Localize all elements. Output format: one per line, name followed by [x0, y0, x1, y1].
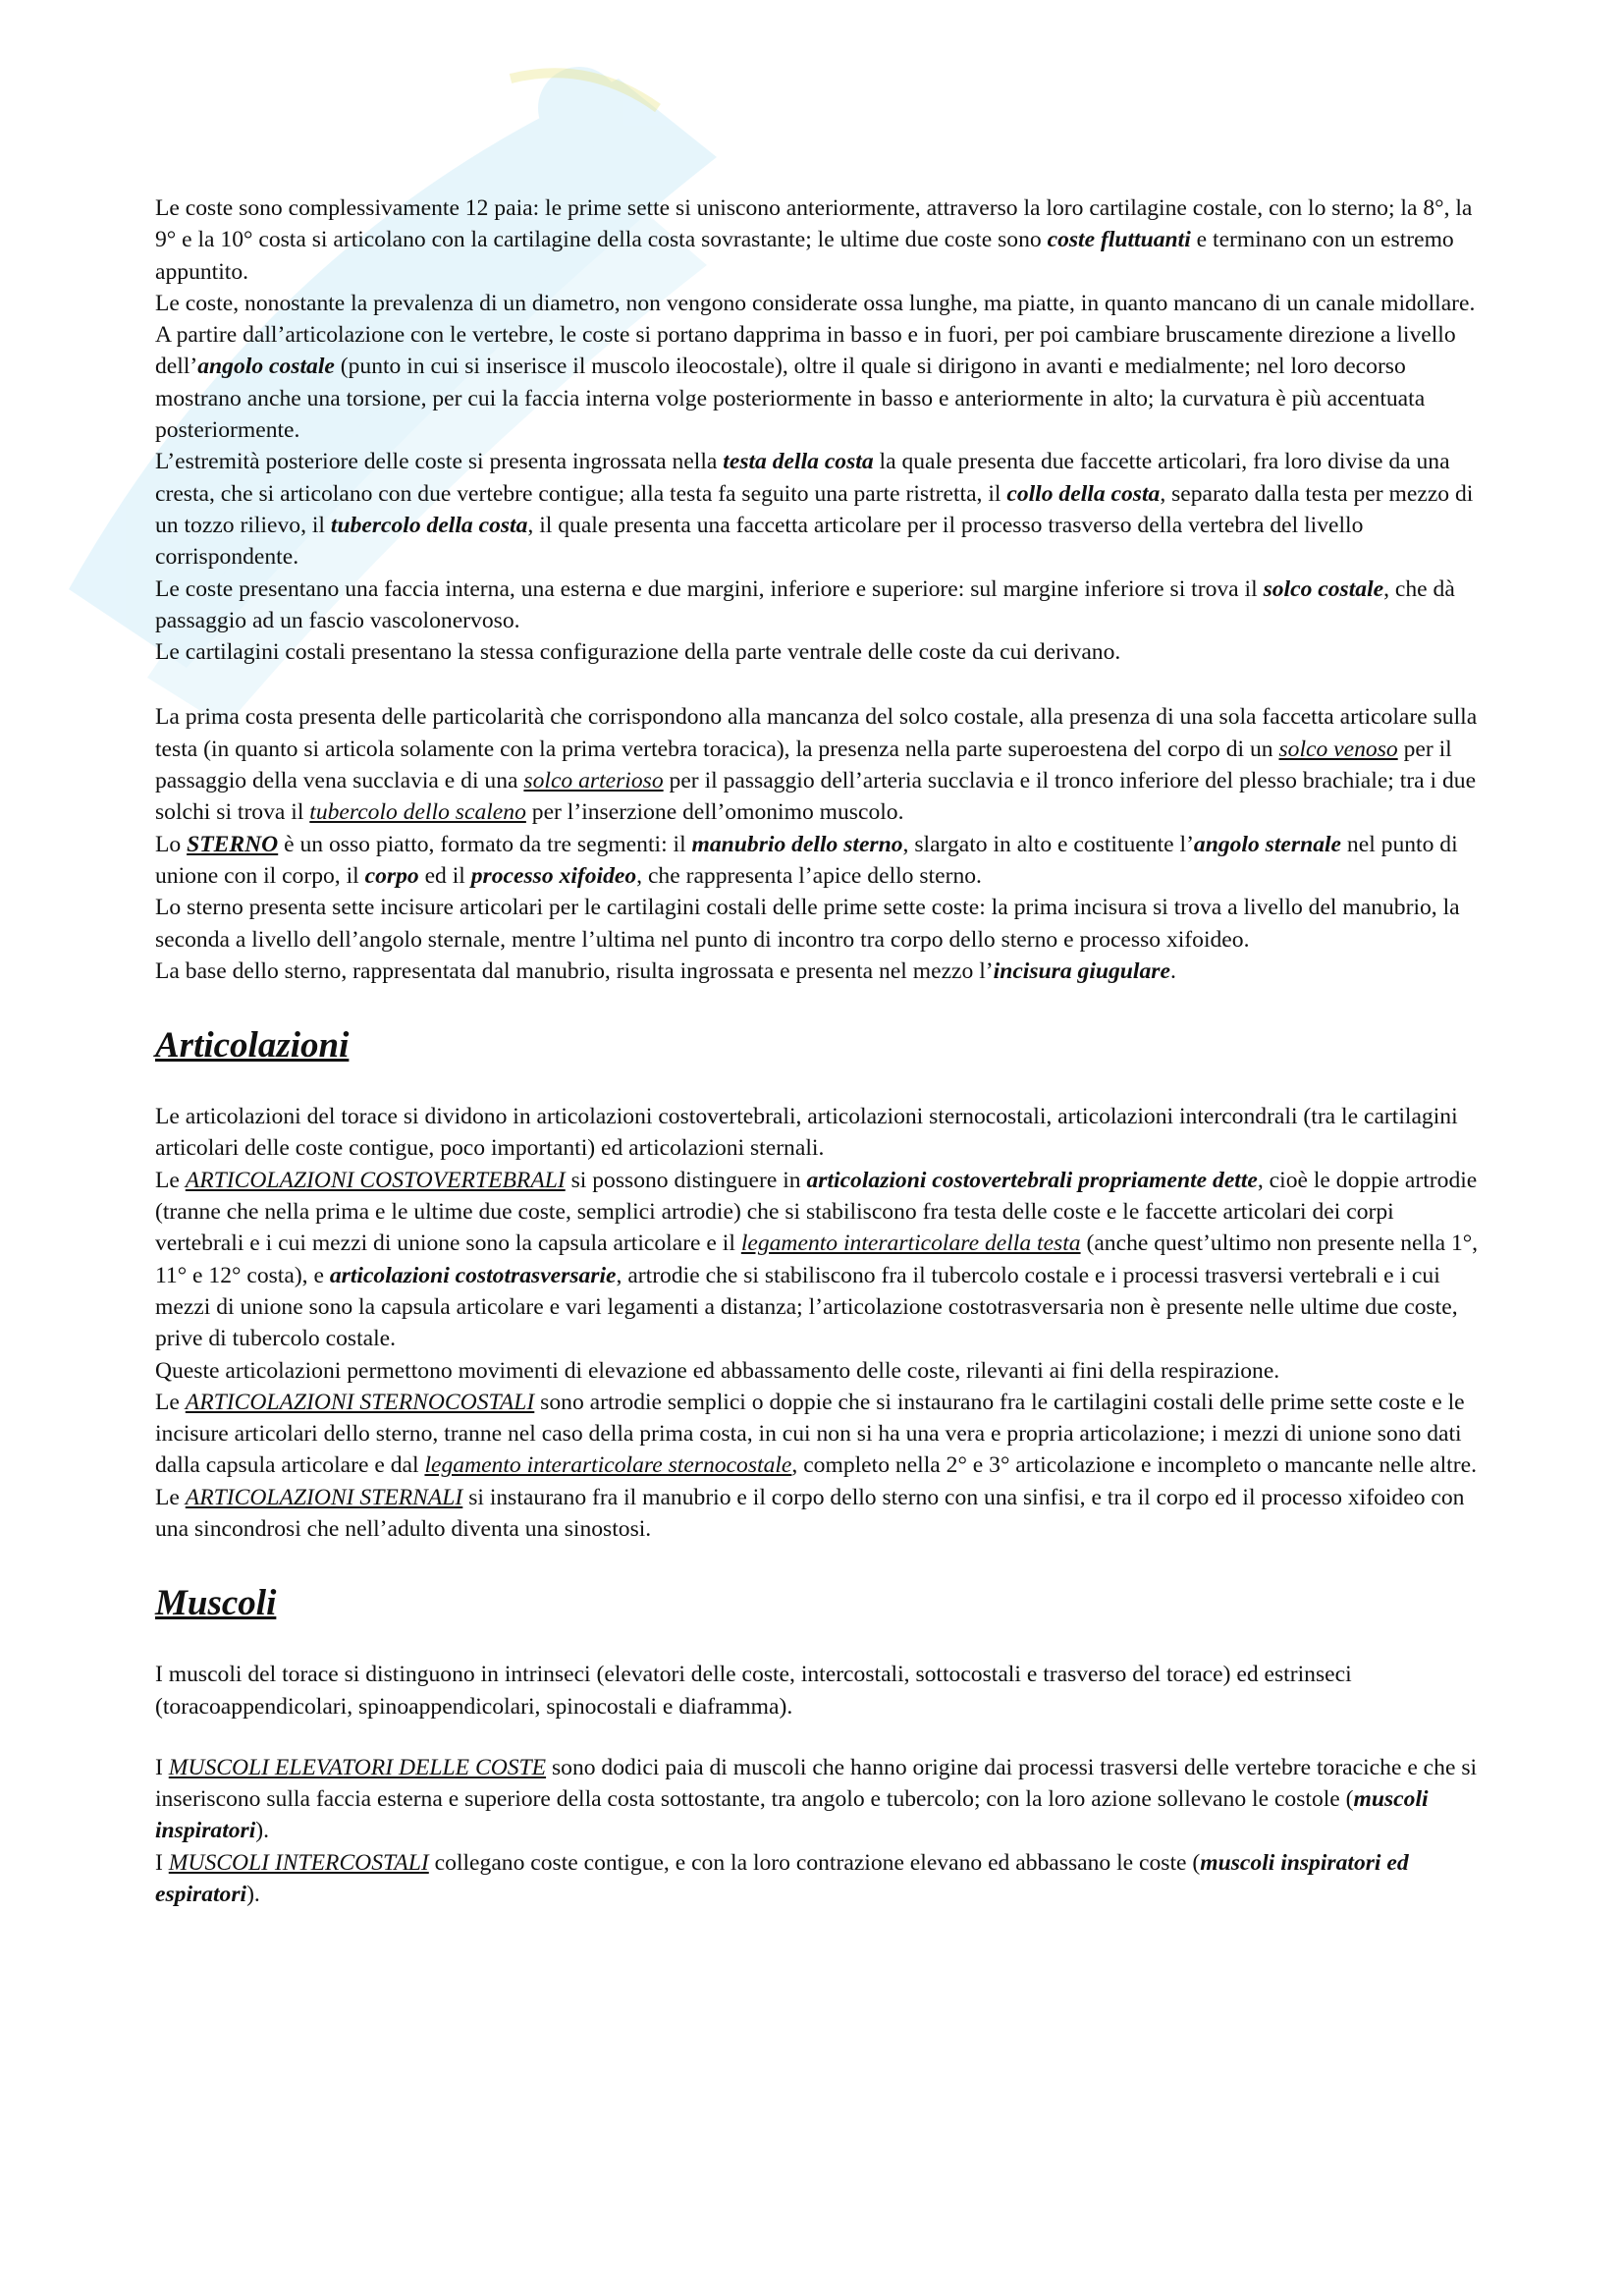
- text-run: Lo sterno presenta sette incisure articolari per le cartilagini costali delle prime sette coste: la prima incisura si trova a livello del manubrio, la seconda a livello dell’angolo sternale, mentre l’ultima nel punto di incontro tra corpo dello sterno e processo xifoideo.: [155, 895, 1460, 953]
- section-articolazioni: [155, 1101, 1481, 1545]
- text-run: per il passaggio della vena succlavia e di una: [155, 736, 1452, 794]
- emphasis-term: manubrio dello sterno: [691, 831, 903, 857]
- emphasis-term: articolazioni costovertebrali propriamente dette: [806, 1167, 1258, 1193]
- heading-articolazioni: Articolazioni: [155, 1025, 350, 1066]
- emphasis-term: tubercolo dello scaleno: [309, 799, 526, 826]
- emphasis-term: ARTICOLAZIONI STERNALI: [185, 1484, 463, 1510]
- emphasis-term: angolo sternale: [1193, 831, 1342, 857]
- paragraph: [155, 192, 1481, 288]
- text-run: ).: [255, 1818, 270, 1844]
- text-run: , slargato in alto e costituente l’: [902, 831, 1194, 857]
- paragraph: [155, 574, 1481, 637]
- paragraph: [155, 1101, 1481, 1165]
- paragraph: [155, 1659, 1481, 1722]
- emphasis-term: corpo: [364, 862, 419, 889]
- text-run: Lo: [155, 831, 188, 857]
- emphasis-term: MUSCOLI INTERCOSTALI: [168, 1849, 429, 1876]
- text-run: , che rappresenta l’apice dello sterno.: [636, 862, 982, 889]
- paragraph: [155, 1482, 1481, 1546]
- text-run: per l’inserzione dell’omonimo muscolo.: [525, 799, 904, 826]
- emphasis-term: coste fluttuanti: [1047, 227, 1191, 253]
- text-run: L’estremità posteriore delle coste si presenta ingrossata nella: [155, 449, 724, 475]
- paragraph: [155, 1165, 1481, 1355]
- text-run: Le coste presentano una faccia interna, una esterna e due margini, inferiore e superiore: sul margine inferiore si trova il: [155, 575, 1264, 602]
- emphasis-term: processo xifoideo: [470, 862, 637, 889]
- paragraph: [155, 446, 1481, 573]
- section-muscoli-intro: [155, 1659, 1481, 1722]
- text-run: è un osso piatto, formato da tre segmenti: il: [278, 831, 692, 857]
- emphasis-term: solco venoso: [1278, 736, 1398, 762]
- emphasis-term: articolazioni costotrasversarie: [329, 1262, 617, 1288]
- emphasis-term: incisura giugulare: [993, 957, 1170, 984]
- document-page: [155, 192, 1481, 1910]
- text-run: si instaurano fra il manubrio e il corpo dello sterno con una sinfisi, e tra il corpo ed il processo xifoideo con una sincondrosi che nell’adulto diventa una sinostosi.: [155, 1484, 1465, 1542]
- text-run: collegano coste contigue, e con la loro contrazione elevano ed abbassano le coste (: [428, 1849, 1201, 1876]
- text-run: , separato dalla testa per mezzo di un tozzo rilievo, il: [155, 480, 1474, 538]
- emphasis-term: ARTICOLAZIONI COSTOVERTEBRALI: [185, 1167, 566, 1193]
- emphasis-term: muscoli inspiratori ed espiratori: [155, 1849, 1409, 1908]
- text-run: si possono distinguere in: [565, 1167, 807, 1193]
- emphasis-term: MUSCOLI ELEVATORI DELLE COSTE: [168, 1754, 547, 1780]
- emphasis-term: STERNO: [187, 831, 279, 857]
- paragraph: [155, 1752, 1481, 1847]
- text-run: la quale presenta due faccette articolari, fra loro divise da una cresta, che si articolano con due vertebre contigue; alla testa fa seguito una parte ristretta, il: [155, 449, 1450, 507]
- text-run: I muscoli del torace si distinguono in intrinseci (elevatori delle coste, intercostali, sottocostali e trasverso del torace) ed estrinseci (toracoappendicolari, spinoappendicolari, spinocostali e diaframma).: [155, 1662, 1352, 1720]
- emphasis-term: solco costale: [1263, 575, 1384, 602]
- paragraph: [155, 319, 1481, 446]
- emphasis-term: legamento interarticolare della testa: [740, 1230, 1081, 1257]
- text-run: , che dà passaggio ad un fascio vascolonervoso.: [155, 575, 1455, 633]
- emphasis-term: collo della costa: [1006, 480, 1161, 507]
- text-run: .: [1169, 957, 1176, 984]
- text-run: Le articolazioni del torace si dividono in articolazioni costovertebrali, articolazioni sternocostali, articolazioni intercondrali (tra le cartilagini articolari delle coste contigue, poco importanti) ed articolazioni sternali.: [155, 1104, 1458, 1162]
- text-run: Queste articolazioni permettono movimenti di elevazione ed abbassamento delle coste, rilevanti ai fini della respirazione.: [155, 1357, 1280, 1384]
- text-run: , il quale presenta una faccetta articolare per il processo trasverso della vertebra del livello corrispondente.: [155, 512, 1364, 571]
- section-muscoli: [155, 1752, 1481, 1910]
- emphasis-term: testa della costa: [723, 449, 874, 475]
- section-sternum: [155, 701, 1481, 987]
- paragraph: [155, 1355, 1481, 1387]
- text-run: Le coste sono complessivamente 12 paia: le prime sette si uniscono anteriormente, attraverso la loro cartilagine costale, con lo sterno; la 8°, la 9° e la 10° costa si articolano con la cartilagine della costa sovrastante; le ultime due coste sono: [155, 195, 1473, 253]
- paragraph: [155, 636, 1481, 668]
- emphasis-term: angolo costale: [197, 354, 335, 380]
- section-ribs: [155, 192, 1481, 668]
- text-run: I: [155, 1849, 169, 1876]
- text-run: ).: [246, 1882, 260, 1908]
- text-run: (punto in cui si inserisce il muscolo ileocostale), oltre il quale si dirigono in avanti e medialmente; nel loro decorso mostrano anche una torsione, per cui la faccia interna volge posteriormente in basso e anteriormente in alto; la curvatura è più accentuata posteriormente.: [155, 354, 1426, 444]
- text-run: sono artrodie semplici o doppie che si instaurano fra le cartilagini costali delle prime sette coste e le incisure articolari dello sterno, tranne nel caso della prima costa, in cui non si ha una vera e propria articolazione; i mezzi di unione sono dati dalla capsula articolare e dal: [155, 1389, 1465, 1479]
- text-run: , artrodie che si stabiliscono fra il tubercolo costale e i processi trasversi vertebrali e i cui mezzi di unione sono la capsula articolare e vari legamenti a distanza; l’articolazione costotrasversaria non è presente nelle ultime due coste, prive di tubercolo costale.: [155, 1262, 1458, 1352]
- text-run: nel punto di unione con il corpo, il: [155, 831, 1458, 889]
- text-run: Le coste, nonostante la prevalenza di un diametro, non vengono considerate ossa lunghe, ma piatte, in quanto mancano di un canale midollare.: [155, 290, 1476, 316]
- paragraph: [155, 1847, 1481, 1911]
- text-run: sono dodici paia di muscoli che hanno origine dai processi trasversi delle vertebre toraciche e che si inseriscono sulla faccia esterna e superiore della costa sottostante, tra angolo e tubercolo; con la loro azione sollevano le costole (: [155, 1754, 1478, 1813]
- paragraph: [155, 701, 1481, 828]
- text-run: Le: [155, 1484, 186, 1510]
- emphasis-term: legamento interarticolare sternocostale: [424, 1452, 792, 1479]
- paragraph: [155, 956, 1481, 987]
- emphasis-term: solco arterioso: [523, 768, 664, 794]
- text-run: Le: [155, 1389, 186, 1415]
- text-run: , cioè le doppie artrodie (tranne che nella prima e le ultime due coste, semplici artrodie) che si stabiliscono fra testa delle coste e le faccette articolari dei corpi vertebrali e i cui mezzi di unione sono la capsula articolare e il: [155, 1167, 1478, 1257]
- emphasis-term: ARTICOLAZIONI STERNOCOSTALI: [185, 1389, 535, 1415]
- emphasis-term: tubercolo della costa: [330, 512, 528, 538]
- text-run: La prima costa presenta delle particolarità che corrispondono alla mancanza del solco costale, alla presenza di una sola faccetta articolare sulla testa (in quanto si articola solamente con la prima vertebra toracica), la presenza nella parte superoestena del corpo di un: [155, 704, 1478, 762]
- emphasis-term: muscoli inspiratori: [155, 1786, 1429, 1844]
- paragraph: [155, 288, 1481, 319]
- text-run: I: [155, 1754, 169, 1780]
- text-run: ed il: [418, 862, 471, 889]
- paragraph: [155, 1387, 1481, 1482]
- text-run: per il passaggio dell’arteria succlavia e il tronco inferiore del plesso brachiale; tra i due solchi si trova il: [155, 768, 1477, 826]
- paragraph: [155, 892, 1481, 956]
- text-run: , completo nella 2° e 3° articolazione e incompleto o mancante nelle altre.: [791, 1452, 1477, 1479]
- paragraph: [155, 829, 1481, 893]
- text-run: A partire dall’articolazione con le vertebre, le coste si portano dapprima in basso e in fuori, per poi cambiare bruscamente direzione a livello dell’: [155, 322, 1456, 380]
- text-run: Le: [155, 1167, 186, 1193]
- text-run: e terminano con un estremo appuntito.: [155, 227, 1454, 285]
- text-run: Le cartilagini costali presentano la stessa configurazione della parte ventrale delle coste da cui derivano.: [155, 639, 1121, 666]
- heading-muscoli: Muscoli: [155, 1583, 277, 1624]
- text-run: (anche quest’ultimo non presente nella 1°, 11° e 12° costa), e: [155, 1230, 1479, 1288]
- text-run: La base dello sterno, rappresentata dal manubrio, risulta ingrossata e presenta nel mezzo l’: [155, 957, 994, 984]
